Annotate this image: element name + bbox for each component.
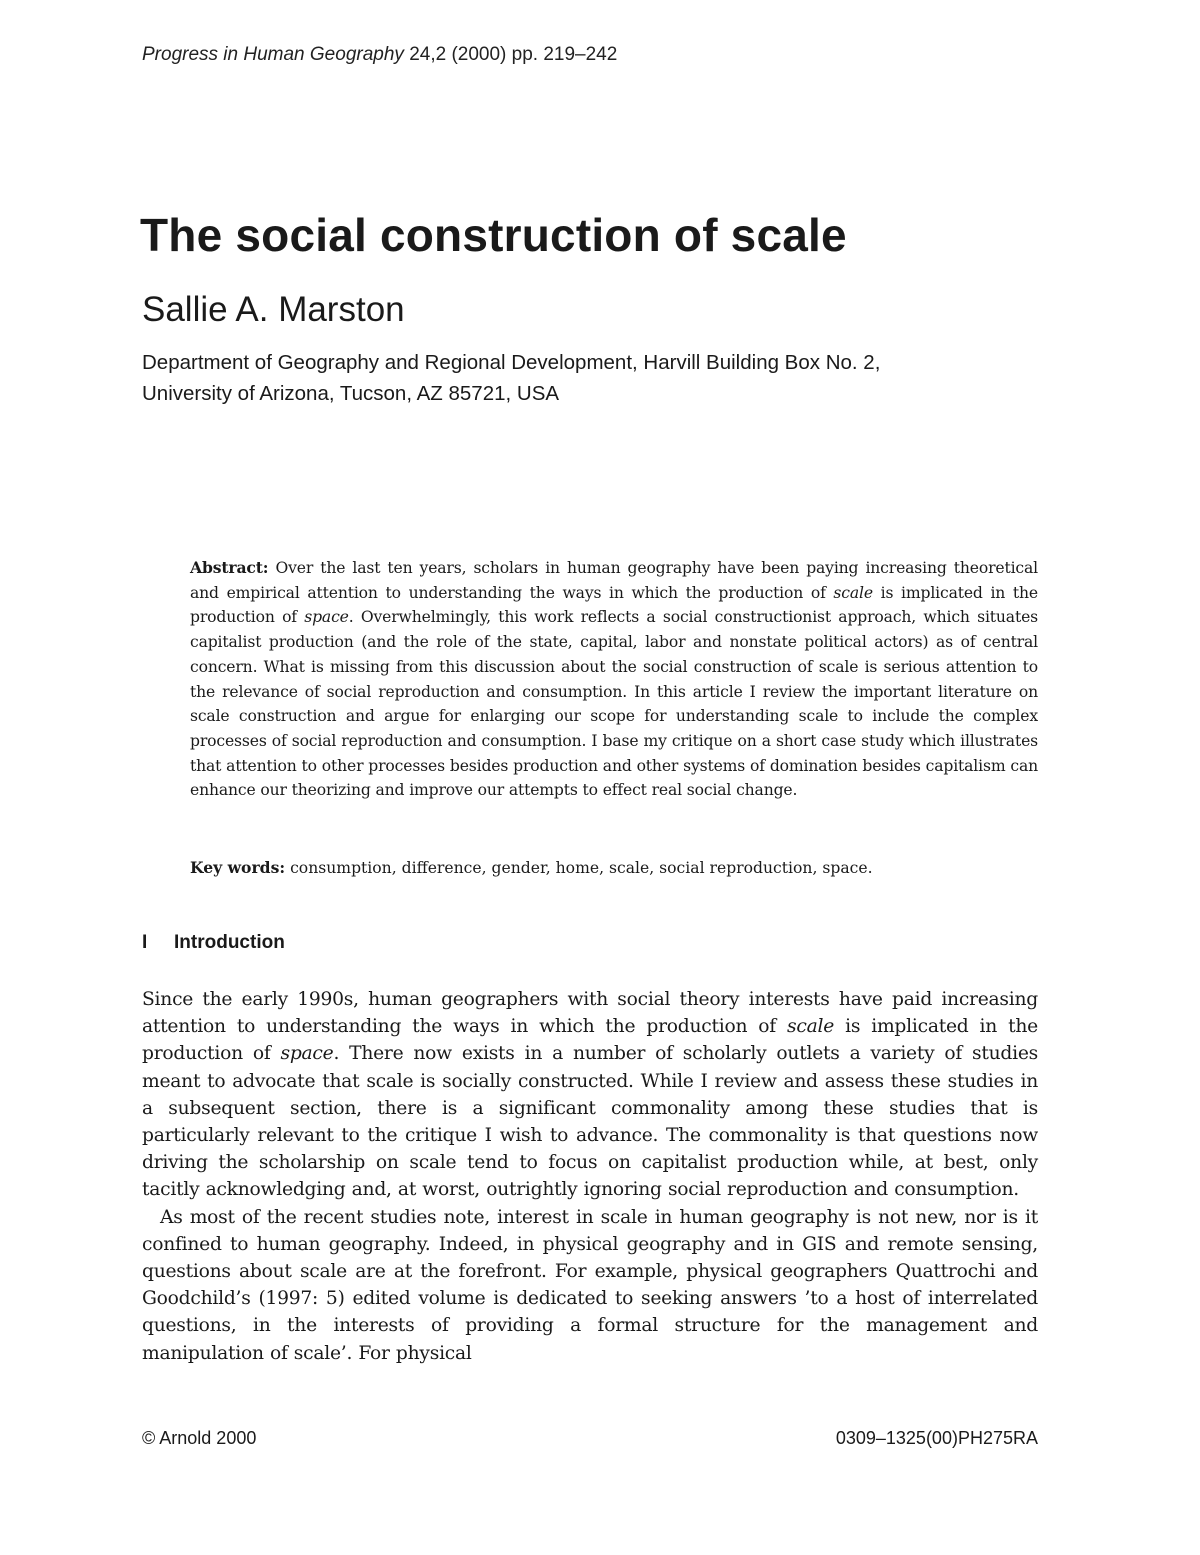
body-text bbox=[142, 986, 1038, 1367]
abstract-label: Abstract: bbox=[190, 558, 269, 577]
article-title: The social construction of scale bbox=[140, 209, 847, 261]
para1-text-3: . There now exists in a number of scholarly outlets a variety of studies meant to advocate that scale is socially constructed. While I review and assess these studies in a subsequent section, there is a significant commonality among these studies that is particularly relevant to the critique I wish to advance. The commonality is that questions now driving the scholarship on scale tend to focus on capitalist production while, at best, only tacitly acknowledging and, at worst, outrightly ignoring social reproduction and consumption. bbox=[142, 1043, 1038, 1201]
para1-text-1: Since the early 1990s, human geographers with social theory interests have paid increasing attention to understanding the ways in which the production of bbox=[142, 989, 1038, 1038]
keywords-text: consumption, difference, gender, home, scale, social reproduction, space. bbox=[285, 859, 873, 877]
para1-emphasis-scale: scale bbox=[787, 1016, 835, 1038]
journal-header bbox=[142, 44, 617, 66]
para1-text-2: is implicated in the production of bbox=[142, 1016, 1038, 1065]
para1-emphasis-space: space bbox=[280, 1043, 334, 1065]
section-heading bbox=[142, 932, 285, 954]
body-paragraph-1 bbox=[142, 986, 1038, 1204]
journal-name: Progress in Human Geography bbox=[142, 44, 404, 65]
author-affiliation bbox=[142, 347, 1062, 409]
affiliation-line-2: University of Arizona, Tucson, AZ 85721, USA bbox=[142, 382, 560, 405]
abstract-text-3: . Overwhelmingly, this work reflects a social constructionist approach, which situates capitalist production (and the role of the state, capital, labor and nonstate political actors) as of central concern. What is missing from this discussion about the social construction of scale is serious attention to the relevance of social reproduction and consumption. In this article I review the important literature on scale construction and argue for enlarging our scope for understanding scale to include the complex processes of social reproduction and consumption. I base my critique on a short case study which illustrates that attention to other processes besides production and other systems of domination besides capitalism can enhance our theorizing and improve our attempts to effect real social change. bbox=[190, 608, 1039, 800]
abstract-text-1: Over the last ten years, scholars in human geography have been paying increasing theoretical and empirical attention to understanding the ways in which the production of bbox=[190, 559, 1038, 602]
body-paragraph-2: As most of the recent studies note, interest in scale in human geography is not new, nor is it confined to human geography. Indeed, in physical geography and in GIS and remote sensing, questions about scale are at the forefront. For example, physical geographers Quattrochi and Goodchild’s (1997: 5) edited volume is dedicated to seeking answers ’to a host of interrelated questions, in the interests of providing a formal structure for the management and manipulation of scale’. For physical bbox=[142, 1206, 1038, 1364]
article-code: 0309–1325(00)PH275RA bbox=[835, 1428, 1038, 1448]
abstract-emphasis-space: space bbox=[304, 608, 349, 627]
section-title: Introduction bbox=[174, 932, 285, 953]
abstract-text-2: is implicated in the production of bbox=[190, 583, 1038, 627]
author-name: Sallie A. Marston bbox=[142, 290, 405, 329]
section-number: I bbox=[142, 932, 148, 953]
abstract bbox=[190, 556, 1038, 803]
affiliation-line-1: Department of Geography and Regional Development, Harvill Building Box No. 2, bbox=[142, 351, 881, 374]
keywords bbox=[190, 856, 1038, 881]
keywords-label: Key words: bbox=[190, 858, 286, 877]
abstract-emphasis-scale: scale bbox=[833, 583, 873, 602]
journal-citation: 24,2 (2000) pp. 219–242 bbox=[403, 44, 618, 65]
copyright-notice: © Arnold 2000 bbox=[142, 1428, 257, 1448]
